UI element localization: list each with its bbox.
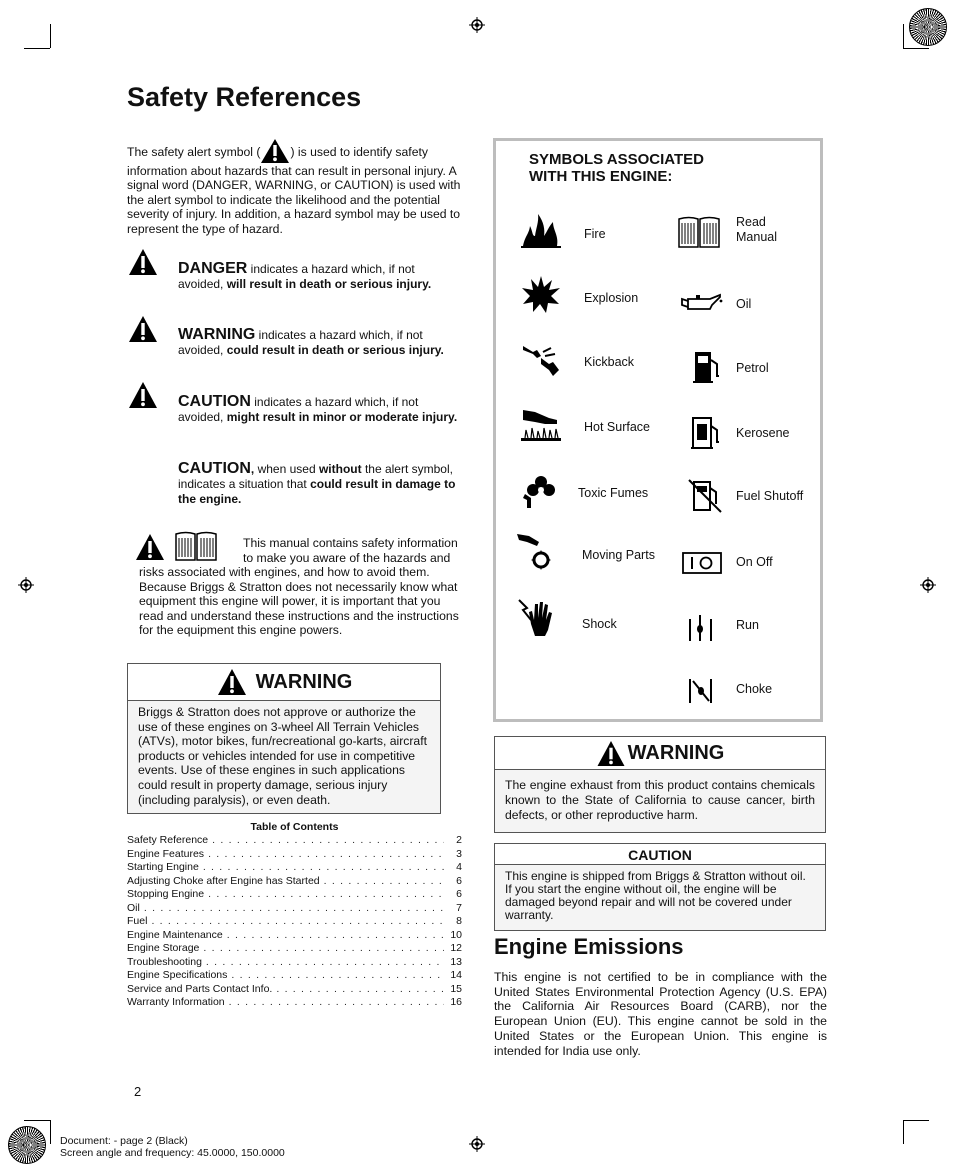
registration-target-icon (469, 1136, 485, 1152)
shock-icon (515, 598, 559, 638)
california-warning-header (495, 737, 825, 770)
read-label-line1: Read (736, 215, 766, 229)
caution2-bold2: could result in damage to the engine. (178, 477, 456, 506)
toc-row (127, 888, 462, 902)
toc-leader-dots (227, 929, 444, 943)
fuel-shutoff-icon (685, 474, 729, 514)
explosion-icon (519, 274, 563, 314)
toc-row (127, 969, 462, 983)
atv-warning-box (127, 663, 441, 814)
registration-target-icon (469, 17, 485, 33)
registration-target-icon (18, 577, 34, 593)
kerosene-pump-icon (684, 412, 728, 452)
caution2-text2: the alert symbol, indicates a situation that (178, 462, 453, 491)
warning-alert-icon (216, 668, 248, 696)
toc-entry-page: 3 (456, 847, 462, 860)
danger-word: DANGER (178, 260, 248, 277)
crop-mark (903, 24, 904, 48)
choke-icon (683, 671, 727, 711)
california-warning-text: The engine exhaust from this product contains chemicals known to the State of California to cause cancer, birth defects, or other reproductive harm. (505, 778, 815, 822)
warning-alert-icon (596, 740, 626, 767)
toc-row (127, 929, 462, 943)
symbol-label-kerosene: Kerosene (736, 426, 790, 440)
print-info-line1: Document: - page 2 (Black) (60, 1135, 188, 1147)
oil-can-icon (680, 285, 724, 325)
symbols-heading (529, 151, 704, 185)
intro-text-end: ) is used to identify safety information about hazards that can result in personal injury. A signal word (DANGER, WARNING, or CAUTION) is used with the alert symbol to indicate the likelihood and the potential severity of injury. In addition, a hazard symbol may be used to represent the type of hazard. (127, 145, 461, 236)
toc-title: Table of Contents (250, 821, 339, 833)
toc-entry-label: Warranty Information (127, 996, 225, 1008)
toc-leader-dots (229, 996, 444, 1010)
symbol-label-moving-parts: Moving Parts (582, 548, 655, 562)
symbol-label-choke: Choke (736, 682, 773, 696)
caution-box-title: CAUTION (495, 844, 825, 865)
symbols-heading-line1: SYMBOLS ASSOCIATED (529, 151, 705, 168)
intro-text-start: The safety alert symbol ( (127, 145, 261, 159)
toc-entry-label: Service and Parts Contact Info. (127, 982, 273, 995)
toc-row (127, 915, 462, 929)
atv-warning-header (128, 664, 440, 701)
california-warning-title: WARNING (627, 741, 725, 764)
fire-icon (519, 210, 563, 250)
symbol-label-run: Run (736, 618, 759, 632)
toc-entry-page: 4 (456, 861, 462, 873)
symbols-heading-line2: WITH THIS ENGINE: (529, 168, 673, 185)
toc-leader-dots (276, 983, 444, 997)
toc-entry-page: 12 (450, 942, 462, 954)
on-off-icon (681, 543, 725, 583)
symbol-label-toxic-fumes: Toxic Fumes (578, 486, 649, 500)
run-icon (683, 609, 727, 649)
toc-entry-label: Fuel (127, 915, 148, 927)
warning-alert-icon (128, 315, 158, 343)
caution-no-symbol-definition (178, 461, 463, 507)
toc-row (127, 848, 462, 862)
emissions-heading: Engine Emissions (494, 934, 684, 959)
toc-entry-label: Starting Engine (127, 861, 199, 873)
crop-mark (24, 1120, 50, 1121)
toc-entry-label: Engine Specifications (127, 969, 228, 981)
california-warning-box (494, 736, 826, 833)
symbol-label-oil: Oil (736, 297, 752, 311)
caution-alert-icon (128, 381, 158, 409)
symbol-label-fuel-shutoff: Fuel Shutoff (736, 489, 804, 503)
toc-entry-page: 13 (450, 955, 462, 968)
toc-leader-dots (203, 942, 444, 956)
caution-box (494, 843, 826, 931)
toc-entry-label: Engine Storage (127, 942, 200, 954)
caution-word: CAUTION (178, 393, 251, 410)
caution-comma: , (250, 462, 255, 476)
warning-text: indicates a hazard which, if not avoided, (178, 328, 423, 357)
toc-leader-dots (144, 902, 444, 916)
toc-row (127, 983, 462, 997)
read-label-line2: Manual (736, 230, 777, 244)
symbol-label-on-off: On Off (736, 555, 773, 569)
toc-entry-page: 14 (450, 969, 462, 981)
toc-entry-label: Oil (127, 901, 140, 914)
toc-leader-dots (151, 915, 444, 929)
emissions-text: This engine is not certified to be in compliance with the United States Environmental Protection Agency (U.S. EPA) the California Air Resources Board (CARB), nor the European Union (EU). This engine cannot be sold in the United States or the European Union. This engine is intended for India use only. (494, 970, 827, 1058)
toc-row (127, 956, 462, 970)
kickback-icon (519, 340, 563, 380)
warning-word: WARNING (178, 326, 256, 343)
print-info (60, 1135, 285, 1159)
toc-entry-label: Troubleshooting (127, 955, 202, 968)
symbol-label-read-manual (736, 215, 777, 245)
icon-float-spacer (139, 536, 243, 565)
toc-entry-label: Engine Features (127, 847, 205, 860)
crop-mark (903, 1120, 929, 1121)
danger-alert-icon (128, 248, 158, 276)
registration-target-icon (920, 577, 936, 593)
crop-mark (24, 48, 50, 49)
hot-surface-icon (519, 404, 563, 444)
danger-definition (178, 261, 463, 292)
registration-starburst-icon (909, 8, 947, 46)
caution2-bold1: without (318, 462, 362, 476)
intro-paragraph (127, 138, 462, 236)
toc-row (127, 834, 462, 848)
toc-entry-page: 6 (456, 874, 462, 887)
toc-leader-dots (208, 888, 444, 902)
toc-row (127, 875, 462, 889)
atv-warning-title: WARNING (255, 670, 353, 693)
table-of-contents (127, 834, 462, 1010)
manual-notice (139, 536, 459, 638)
print-info-line2: Screen angle and frequency: 45.0000, 150.0000 (60, 1147, 285, 1159)
symbol-label-petrol: Petrol (736, 361, 769, 375)
moving-parts-icon (515, 530, 559, 570)
toc-entry-page: 15 (450, 982, 462, 995)
toc-entry-label: Engine Maintenance (127, 928, 223, 941)
toc-leader-dots (206, 956, 444, 970)
manual-notice-text: This manual contains safety information to make you aware of the hazards and risks associated with engines, and how to avoid them. Because Briggs & Stratton does not necessarily know what equipment this engine will power, it is important that you read and understand these instructions and the instructions for the equipment this engine powers. (139, 536, 459, 637)
crop-mark (903, 1120, 904, 1144)
symbol-label-kickback: Kickback (584, 355, 635, 369)
toc-entry-page: 10 (450, 928, 462, 941)
toc-leader-dots (212, 834, 444, 848)
toc-entry-page: 8 (456, 915, 462, 927)
toc-entry-label: Safety Reference (127, 834, 209, 846)
toc-entry-label: Stopping Engine (127, 888, 205, 900)
crop-mark (50, 24, 51, 48)
caution-definition (178, 394, 463, 425)
page-title: Safety References (127, 82, 362, 112)
read-manual-icon (677, 213, 721, 253)
safety-alert-icon (260, 138, 290, 164)
registration-starburst-icon (8, 1126, 46, 1164)
symbol-label-explosion: Explosion (584, 291, 639, 305)
caution-box-text: This engine is shipped from Briggs & Stratton without oil. If you start the engine without oil, the engine will be damaged beyond repair and will not be covered under warranty. (505, 869, 806, 922)
toc-entry-page: 6 (456, 888, 462, 900)
caution-text: indicates a hazard which, if not avoided, (178, 395, 419, 424)
caution-consequence: might result in minor or moderate injury. (226, 410, 458, 424)
toc-row (127, 861, 462, 875)
caution2-text1: when used (254, 462, 319, 476)
toc-entry-page: 2 (456, 834, 462, 846)
symbol-label-fire: Fire (584, 227, 606, 241)
danger-text: indicates a hazard which, if not avoided, (178, 262, 415, 291)
warning-definition (178, 327, 463, 358)
symbol-label-hot-surface: Hot Surface (584, 420, 651, 434)
crop-mark (50, 1120, 51, 1144)
petrol-pump-icon (685, 346, 729, 386)
toc-row (127, 942, 462, 956)
toc-entry-page: 16 (450, 996, 462, 1008)
toc-entry-label: Adjusting Choke after Engine has Started (127, 874, 320, 887)
toc-leader-dots (208, 848, 444, 862)
crop-mark (903, 48, 929, 49)
toc-row (127, 996, 462, 1010)
page-number: 2 (134, 1084, 142, 1099)
symbol-label-shock: Shock (582, 617, 617, 631)
toc-leader-dots (231, 969, 444, 983)
toc-leader-dots (324, 875, 444, 889)
toc-row (127, 902, 462, 916)
toc-leader-dots (203, 861, 444, 875)
caution-word-plain: CAUTION (178, 460, 251, 477)
toxic-fumes-icon (519, 470, 563, 510)
danger-consequence: will result in death or serious injury. (226, 277, 432, 291)
toc-entry-page: 7 (456, 901, 462, 914)
atv-warning-text: Briggs & Stratton does not approve or authorize the use of these engines on 3-wheel All Terrain Vehicles (ATVs), motor bikes, fun/recreational go-karts, aircraft products or vehicles intended for use in competitive events. Use of these engines in such applications could result in property damage, serious injury (including paralysis), or even death. (138, 705, 427, 807)
warning-consequence: could result in death or serious injury. (226, 343, 444, 357)
